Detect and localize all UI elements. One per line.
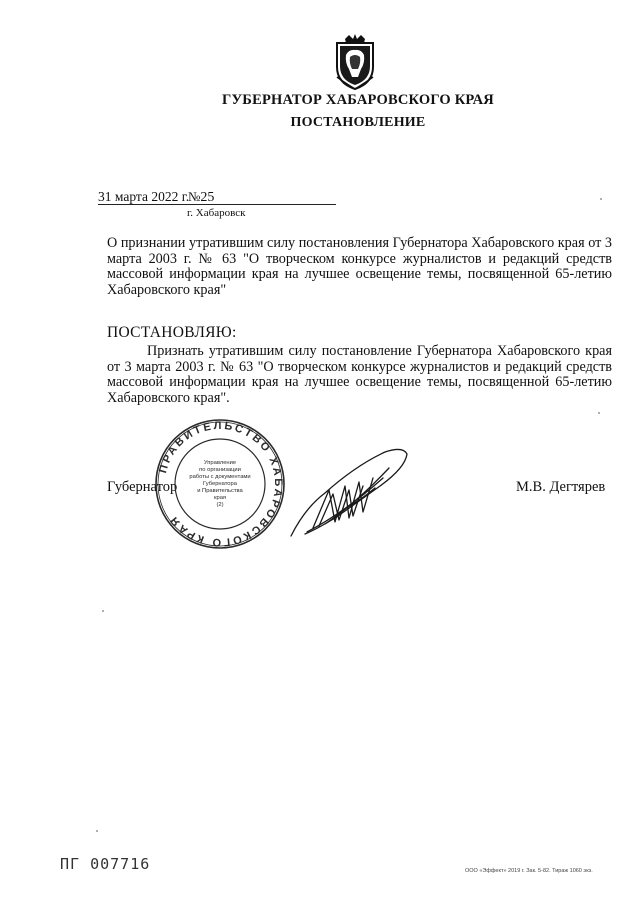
scan-speck (600, 198, 602, 200)
document-type: ПОСТАНОВЛЕНИЕ (290, 115, 426, 130)
seal-inner-line: работы с документами (189, 474, 251, 480)
document-city: г. Хабаровск (187, 207, 246, 219)
document-number: 25 (200, 190, 215, 205)
official-seal (150, 416, 290, 552)
scan-speck (598, 412, 600, 414)
date-number-line (98, 189, 215, 205)
seal-inner-line: и Правительства (197, 488, 243, 494)
date-underline (98, 204, 194, 205)
seal-inner-line: (2) (216, 502, 224, 508)
number-underline (188, 204, 336, 205)
issuing-authority: ГУБЕРНАТОР ХАБАРОВСКОГО КРАЯ (222, 92, 494, 108)
seal-inner-line: по организации (199, 467, 241, 473)
form-serial-number: ПГ 007716 (60, 855, 151, 873)
document-title: О признании утратившим силу постановления Губернатора Хабаровского края от 3 марта 2003 г. № 63 "О творческом конкурсе журналистов и редакций средств массовой информации края на лучшее освещение темы, посвященной 65-летию Хабаровского края" (107, 235, 612, 298)
handwritten-signature (285, 438, 415, 548)
seal-outer-text: ПРАВИТЕЛЬСТВО ХАБАРОВСКОГО КРАЯ (157, 419, 285, 549)
coat-of-arms-emblem (331, 33, 379, 91)
resolve-heading: ПОСТАНОВЛЯЮ: (107, 324, 237, 341)
signatory-name: М.В. Дегтярев (516, 479, 606, 495)
scan-speck (102, 610, 104, 612)
document-date: 31 марта 2022 г. (98, 189, 190, 204)
seal-inner-line: края (213, 495, 227, 501)
seal-inner-line: Губернатора (203, 481, 237, 487)
seal-inner-line: Управление (203, 460, 237, 466)
signatory-position: Губернатор (107, 479, 178, 495)
document-body: Признать утратившим силу постановление Губернатора Хабаровского края от 3 марта 2003 г. № 63 "О творческом конкурсе журналистов и редакций средств массовой информации края на лучшее освещение темы, посвященной 65-летию Хабаровского края". (107, 343, 612, 406)
printer-imprint: ООО «Эффект» 2019 г. Зак. 5-82. Тираж 1060 экз. (465, 868, 593, 874)
scan-speck (96, 830, 98, 832)
number-sign: № (188, 189, 201, 204)
